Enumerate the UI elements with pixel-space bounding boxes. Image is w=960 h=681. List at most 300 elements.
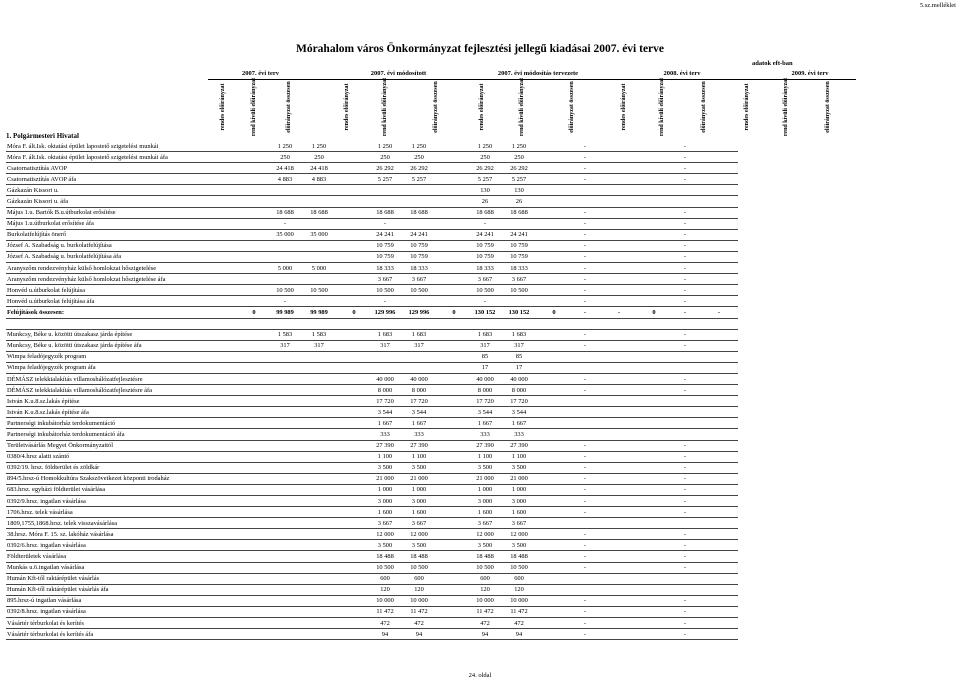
cell-value xyxy=(638,196,670,207)
cell-value: 18 488 xyxy=(370,551,400,562)
cell-value xyxy=(638,385,670,396)
cell-value: - xyxy=(570,507,600,518)
cell-value xyxy=(600,229,638,240)
cell-value xyxy=(338,174,370,185)
cell-value xyxy=(538,606,570,617)
cell-value xyxy=(438,385,470,396)
cell-value xyxy=(338,385,370,396)
cell-value xyxy=(338,462,370,473)
cell-value xyxy=(700,329,738,340)
cell-value xyxy=(238,351,270,362)
cell-value xyxy=(538,484,570,495)
cell-value xyxy=(300,507,338,518)
cell-value: - xyxy=(670,251,700,262)
cell-value: 21 000 xyxy=(470,473,500,484)
cell-value: 18 688 xyxy=(500,207,538,218)
cell-value xyxy=(700,163,738,174)
cell-value: 18 333 xyxy=(500,263,538,274)
row-label: DÉMÁSZ telekkialakítás villamoshálózatfejlesztésre xyxy=(6,373,238,384)
cell-value: 1 250 xyxy=(470,141,500,152)
cell-value xyxy=(600,562,638,573)
cell-value xyxy=(338,451,370,462)
cell-value: 27 390 xyxy=(400,440,438,451)
cell-value xyxy=(270,318,300,329)
cell-value xyxy=(238,551,270,562)
cell-value: - xyxy=(570,484,600,495)
cell-value xyxy=(400,362,438,373)
cell-value: 8 000 xyxy=(370,385,400,396)
cell-value xyxy=(700,507,738,518)
cell-value xyxy=(238,540,270,551)
cell-value: 1 000 xyxy=(400,484,438,495)
cell-value xyxy=(500,218,538,229)
cell-value: 250 xyxy=(400,152,438,163)
cell-value xyxy=(300,251,338,262)
cell-value xyxy=(438,207,470,218)
cell-value: - xyxy=(570,551,600,562)
cell-value xyxy=(238,285,270,296)
cell-value xyxy=(438,606,470,617)
table-row xyxy=(6,496,738,507)
cell-value: 10 759 xyxy=(470,240,500,251)
cell-value: 3 500 xyxy=(370,540,400,551)
cell-value xyxy=(638,251,670,262)
cell-value: 1 600 xyxy=(470,507,500,518)
cell-value: 3 000 xyxy=(500,496,538,507)
cell-value xyxy=(570,351,600,362)
cell-value xyxy=(338,274,370,285)
cell-value xyxy=(700,196,738,207)
cell-value xyxy=(300,562,338,573)
cell-value: - xyxy=(570,152,600,163)
cell-value xyxy=(438,251,470,262)
cell-value: 472 xyxy=(500,618,538,629)
annex-label: 5.sz.melléklet xyxy=(919,2,956,9)
cell-value xyxy=(638,507,670,518)
cell-value xyxy=(538,562,570,573)
row-label: Aranyszőm rendezvényház külső homlokzat hőszigetelése áfa xyxy=(6,274,238,285)
cell-value xyxy=(238,185,270,196)
row-label: József A. Szabadság u. burkolatfelújítása xyxy=(6,240,238,251)
cell-value: 129 996 xyxy=(370,307,400,318)
cell-value xyxy=(338,562,370,573)
cell-value xyxy=(700,584,738,595)
table-row xyxy=(6,551,738,562)
cell-value xyxy=(538,329,570,340)
cell-value: 17 xyxy=(500,362,538,373)
cell-value xyxy=(270,484,300,495)
cell-value xyxy=(600,595,638,606)
row-label: Aranyszőm rendezvényház külső homlokzat hőszigetelése xyxy=(6,263,238,274)
table-row xyxy=(6,584,738,595)
cell-value: 3 667 xyxy=(470,518,500,529)
cell-value xyxy=(538,440,570,451)
cell-value xyxy=(270,185,300,196)
cell-value xyxy=(238,218,270,229)
table-row xyxy=(6,263,738,274)
cell-value xyxy=(238,329,270,340)
table-row xyxy=(6,462,738,473)
cell-value: 10 759 xyxy=(500,251,538,262)
cell-value xyxy=(700,606,738,617)
cell-value xyxy=(538,629,570,640)
cell-value xyxy=(270,606,300,617)
cell-value xyxy=(700,385,738,396)
cell-value: 1 667 xyxy=(400,418,438,429)
cell-value xyxy=(700,229,738,240)
cell-value xyxy=(600,185,638,196)
cell-value: 10 500 xyxy=(500,285,538,296)
header-rule xyxy=(208,79,856,80)
cell-value xyxy=(470,318,500,329)
table-row xyxy=(6,174,738,185)
cell-value xyxy=(438,562,470,573)
cell-value xyxy=(600,373,638,384)
table-row xyxy=(6,562,738,573)
cell-value xyxy=(670,429,700,440)
cell-value: 1 000 xyxy=(500,484,538,495)
cell-value: 130 xyxy=(500,185,538,196)
table-row xyxy=(6,218,738,229)
cell-value: 3 544 xyxy=(500,407,538,418)
cell-value: - xyxy=(670,496,700,507)
cell-value xyxy=(700,573,738,584)
row-label: Vásártér térburkolat és kerítés áfa xyxy=(6,629,238,640)
cell-value xyxy=(600,196,638,207)
page-number: 24. oldal xyxy=(468,672,492,679)
cell-value xyxy=(538,540,570,551)
cell-value xyxy=(238,396,270,407)
cell-value xyxy=(538,584,570,595)
table-row xyxy=(6,296,738,307)
cell-value xyxy=(338,429,370,440)
cell-value xyxy=(270,385,300,396)
cell-value: 18 333 xyxy=(370,263,400,274)
cell-value xyxy=(300,473,338,484)
cell-value: - xyxy=(670,296,700,307)
table-row xyxy=(6,274,738,285)
cell-value xyxy=(700,407,738,418)
cell-value xyxy=(638,440,670,451)
cell-value xyxy=(700,518,738,529)
cell-value: 11 472 xyxy=(370,606,400,617)
cell-value: 3 500 xyxy=(500,540,538,551)
cell-value: 3 000 xyxy=(470,496,500,507)
cell-value: 333 xyxy=(370,429,400,440)
row-label: Honvéd u.útburkolat felújítása xyxy=(6,285,238,296)
column-header: rendes előirányzat xyxy=(343,83,350,131)
cell-value xyxy=(638,351,670,362)
cell-value xyxy=(438,496,470,507)
cell-value xyxy=(538,385,570,396)
cell-value xyxy=(500,318,538,329)
cell-value xyxy=(670,362,700,373)
table-row xyxy=(6,540,738,551)
row-label: DÉMÁSZ telekkialakítás villamoshálózatfejlesztésre áfa xyxy=(6,385,238,396)
cell-value: 120 xyxy=(400,584,438,595)
cell-value: 10 500 xyxy=(270,285,300,296)
cell-value xyxy=(570,429,600,440)
cell-value xyxy=(638,152,670,163)
group-header-2007-plan: 2007. évi terv xyxy=(241,70,279,77)
cell-value: 3 667 xyxy=(470,274,500,285)
cell-value: - xyxy=(570,329,600,340)
cell-value xyxy=(600,385,638,396)
cell-value xyxy=(238,174,270,185)
cell-value: 317 xyxy=(270,340,300,351)
cell-value xyxy=(238,451,270,462)
column-header: rend kívüli előirányzat xyxy=(782,77,789,137)
cell-value: - xyxy=(570,340,600,351)
cell-value xyxy=(238,407,270,418)
cell-value xyxy=(538,207,570,218)
cell-value xyxy=(700,340,738,351)
cell-value xyxy=(270,451,300,462)
column-header: előirányzat összesen xyxy=(824,81,831,133)
cell-value: 24 418 xyxy=(270,163,300,174)
cell-value xyxy=(238,440,270,451)
cell-value: - xyxy=(570,218,600,229)
cell-value: 11 472 xyxy=(500,606,538,617)
cell-value xyxy=(538,473,570,484)
cell-value xyxy=(238,318,270,329)
cell-value xyxy=(438,573,470,584)
cell-value xyxy=(238,274,270,285)
cell-value: - xyxy=(570,207,600,218)
cell-value xyxy=(638,318,670,329)
cell-value: 1 250 xyxy=(370,141,400,152)
cell-value: 10 500 xyxy=(470,562,500,573)
cell-value: 120 xyxy=(370,584,400,595)
cell-value xyxy=(600,618,638,629)
cell-value xyxy=(300,462,338,473)
cell-value: 10 759 xyxy=(500,240,538,251)
cell-value xyxy=(238,163,270,174)
cell-value: 333 xyxy=(400,429,438,440)
cell-value: - xyxy=(570,307,600,318)
cell-value: 3 500 xyxy=(500,462,538,473)
cell-value xyxy=(700,207,738,218)
cell-value: 24 241 xyxy=(370,229,400,240)
row-label: Munkcsy, Béke u. közötti útszakasz járda építése xyxy=(6,329,238,340)
table-row xyxy=(6,451,738,462)
cell-value xyxy=(238,240,270,251)
cell-value xyxy=(438,329,470,340)
cell-value: - xyxy=(670,473,700,484)
cell-value: - xyxy=(570,385,600,396)
cell-value xyxy=(538,507,570,518)
cell-value xyxy=(670,584,700,595)
cell-value: 18 688 xyxy=(370,207,400,218)
cell-value: - xyxy=(670,451,700,462)
cell-value: 35 000 xyxy=(270,229,300,240)
cell-value xyxy=(538,285,570,296)
table-row xyxy=(6,240,738,251)
cell-value xyxy=(600,540,638,551)
cell-value: 10 000 xyxy=(370,595,400,606)
cell-value xyxy=(538,229,570,240)
cell-value: 94 xyxy=(400,629,438,640)
cell-value xyxy=(338,362,370,373)
cell-value xyxy=(270,362,300,373)
cell-value xyxy=(570,418,600,429)
cell-value xyxy=(270,473,300,484)
cell-value: - xyxy=(670,152,700,163)
cell-value: 129 996 xyxy=(400,307,438,318)
cell-value xyxy=(238,518,270,529)
table-row xyxy=(6,152,738,163)
cell-value xyxy=(438,185,470,196)
cell-value: 600 xyxy=(470,573,500,584)
table-row xyxy=(6,595,738,606)
cell-value xyxy=(638,185,670,196)
cell-value: 27 390 xyxy=(470,440,500,451)
cell-value xyxy=(300,418,338,429)
cell-value xyxy=(638,540,670,551)
row-label: 1809,1755,1868.hrsz. telek visszavásárlása xyxy=(6,518,238,529)
cell-value: 94 xyxy=(370,629,400,640)
cell-value: 1 683 xyxy=(370,329,400,340)
cell-value xyxy=(600,340,638,351)
cell-value xyxy=(438,218,470,229)
cell-value: - xyxy=(670,462,700,473)
cell-value xyxy=(570,584,600,595)
cell-value xyxy=(600,551,638,562)
cell-value xyxy=(570,196,600,207)
cell-value xyxy=(338,141,370,152)
cell-value xyxy=(438,340,470,351)
row-label xyxy=(6,318,238,329)
cell-value xyxy=(538,573,570,584)
cell-value: 18 688 xyxy=(270,207,300,218)
cell-value xyxy=(438,451,470,462)
cell-value xyxy=(338,484,370,495)
cell-value xyxy=(438,551,470,562)
cell-value xyxy=(538,163,570,174)
cell-value xyxy=(638,174,670,185)
cell-value xyxy=(338,407,370,418)
cell-value xyxy=(600,285,638,296)
cell-value: 317 xyxy=(370,340,400,351)
cell-value xyxy=(270,584,300,595)
cell-value: - xyxy=(570,462,600,473)
cell-value xyxy=(238,296,270,307)
cell-value: 0 xyxy=(338,307,370,318)
column-header: rendes előirányzat xyxy=(620,83,627,131)
cell-value xyxy=(438,351,470,362)
table-row xyxy=(6,362,738,373)
cell-value: 120 xyxy=(500,584,538,595)
cell-value xyxy=(538,529,570,540)
cell-value xyxy=(270,440,300,451)
cell-value xyxy=(300,606,338,617)
cell-value xyxy=(338,473,370,484)
cell-value: 3 000 xyxy=(370,496,400,507)
cell-value xyxy=(370,362,400,373)
cell-value xyxy=(638,362,670,373)
cell-value: - xyxy=(670,529,700,540)
cell-value xyxy=(538,240,570,251)
table-row xyxy=(6,141,738,152)
cell-value xyxy=(338,152,370,163)
cell-value: 317 xyxy=(470,340,500,351)
row-label: Humán Kft-től raktárépület vásárlás áfa xyxy=(6,584,238,595)
cell-value: 1 667 xyxy=(370,418,400,429)
cell-value: - xyxy=(570,451,600,462)
cell-value xyxy=(700,351,738,362)
cell-value xyxy=(300,274,338,285)
cell-value: 40 000 xyxy=(470,373,500,384)
column-header: rendes előirányzat xyxy=(478,83,485,131)
row-label: Munkás u.6.ingatlan vásárlása xyxy=(6,562,238,573)
cell-value xyxy=(238,340,270,351)
cell-value xyxy=(700,629,738,640)
cell-value xyxy=(638,229,670,240)
row-label: Felújítások összesen: xyxy=(6,307,238,318)
cell-value xyxy=(700,396,738,407)
table-row xyxy=(6,340,738,351)
cell-value xyxy=(300,429,338,440)
cell-value: 3 667 xyxy=(370,274,400,285)
cell-value: - xyxy=(700,307,738,318)
cell-value xyxy=(600,518,638,529)
cell-value xyxy=(600,163,638,174)
cell-value xyxy=(338,595,370,606)
cell-value: 472 xyxy=(470,618,500,629)
cell-value: 10 000 xyxy=(400,595,438,606)
column-header: rend kívüli előirányzat xyxy=(250,77,257,137)
cell-value xyxy=(600,362,638,373)
row-label: Humán Kft-től raktárépület vásárlás xyxy=(6,573,238,584)
cell-value xyxy=(670,518,700,529)
cell-value: 27 390 xyxy=(500,440,538,451)
cell-value: 17 720 xyxy=(500,396,538,407)
cell-value xyxy=(570,573,600,584)
cell-value: 40 000 xyxy=(370,373,400,384)
cell-value: 12 000 xyxy=(400,529,438,540)
table-row xyxy=(6,573,738,584)
cell-value xyxy=(638,218,670,229)
cell-value xyxy=(270,595,300,606)
cell-value xyxy=(700,473,738,484)
cell-value: - xyxy=(570,540,600,551)
cell-value xyxy=(270,373,300,384)
cell-value xyxy=(600,351,638,362)
cell-value xyxy=(238,595,270,606)
cell-value: - xyxy=(570,263,600,274)
cell-value xyxy=(270,274,300,285)
cell-value xyxy=(338,373,370,384)
cell-value: 24 241 xyxy=(400,229,438,240)
cell-value: 5 257 xyxy=(500,174,538,185)
cell-value: 1 583 xyxy=(300,329,338,340)
cell-value xyxy=(538,518,570,529)
cell-value: 317 xyxy=(500,340,538,351)
cell-value: 5 257 xyxy=(470,174,500,185)
cell-value: 85 xyxy=(470,351,500,362)
cell-value xyxy=(438,296,470,307)
cell-value xyxy=(438,163,470,174)
cell-value xyxy=(538,618,570,629)
cell-value: 17 xyxy=(470,362,500,373)
cell-value xyxy=(600,152,638,163)
cell-value: - xyxy=(470,218,500,229)
row-label: Burkolatfelújítás önerő xyxy=(6,229,238,240)
row-label: Csatornatisztítás AVOP áfa xyxy=(6,174,238,185)
cell-value xyxy=(270,396,300,407)
cell-value xyxy=(438,174,470,185)
cell-value: - xyxy=(670,606,700,617)
